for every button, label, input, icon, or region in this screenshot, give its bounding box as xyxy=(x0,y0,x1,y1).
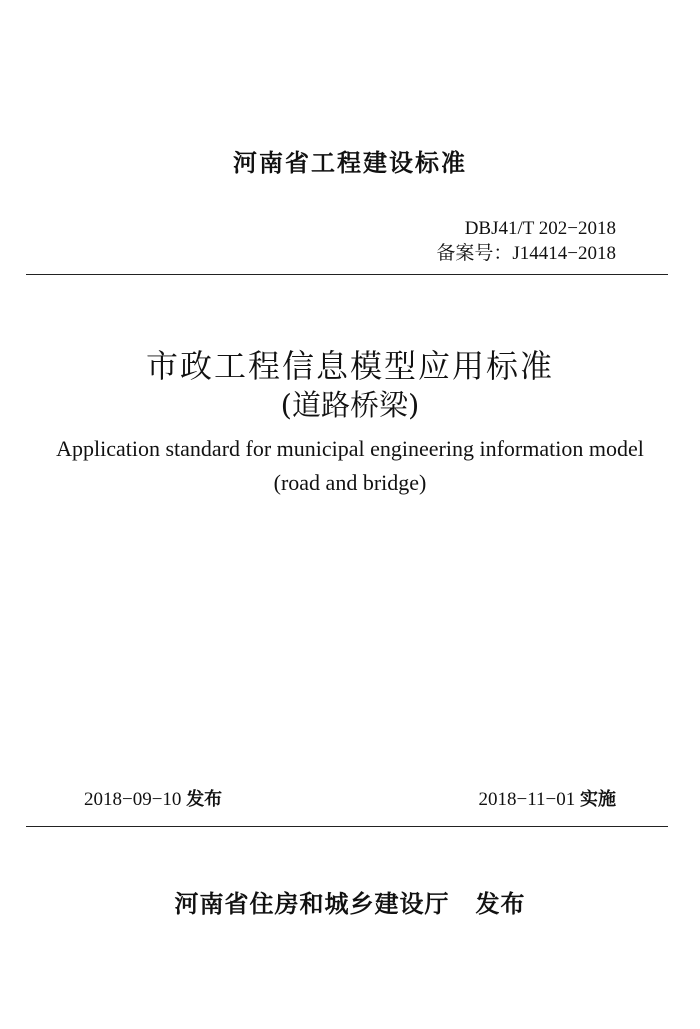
english-subtitle: (road and bridge) xyxy=(273,470,427,495)
standard-code-block xyxy=(436,216,616,266)
issue-date: 2018−09−10 xyxy=(84,789,182,810)
top-divider xyxy=(26,274,668,275)
bottom-divider xyxy=(26,826,668,827)
effective-label: 实施 xyxy=(580,789,616,810)
publisher-action: 发布 xyxy=(475,890,526,918)
standard-series-heading: 河南省工程建设标准 xyxy=(233,149,467,177)
effective-date-line xyxy=(479,787,616,813)
english-title: Application standard for municipal engineering information model xyxy=(56,436,644,461)
standard-number: DBJ41/T 202−2018 xyxy=(464,218,616,239)
issue-date-line xyxy=(84,787,222,813)
record-number: 备案号：J14414−2018 xyxy=(436,243,616,264)
publisher-org: 河南省住房和城乡建设厅 xyxy=(174,890,450,918)
chinese-title: 市政工程信息模型应用标准 xyxy=(145,347,554,385)
issue-label: 发布 xyxy=(186,789,223,810)
publisher-line xyxy=(0,884,700,919)
chinese-subtitle: (道路桥梁) xyxy=(280,388,420,422)
effective-date: 2018−11−01 xyxy=(478,789,576,810)
